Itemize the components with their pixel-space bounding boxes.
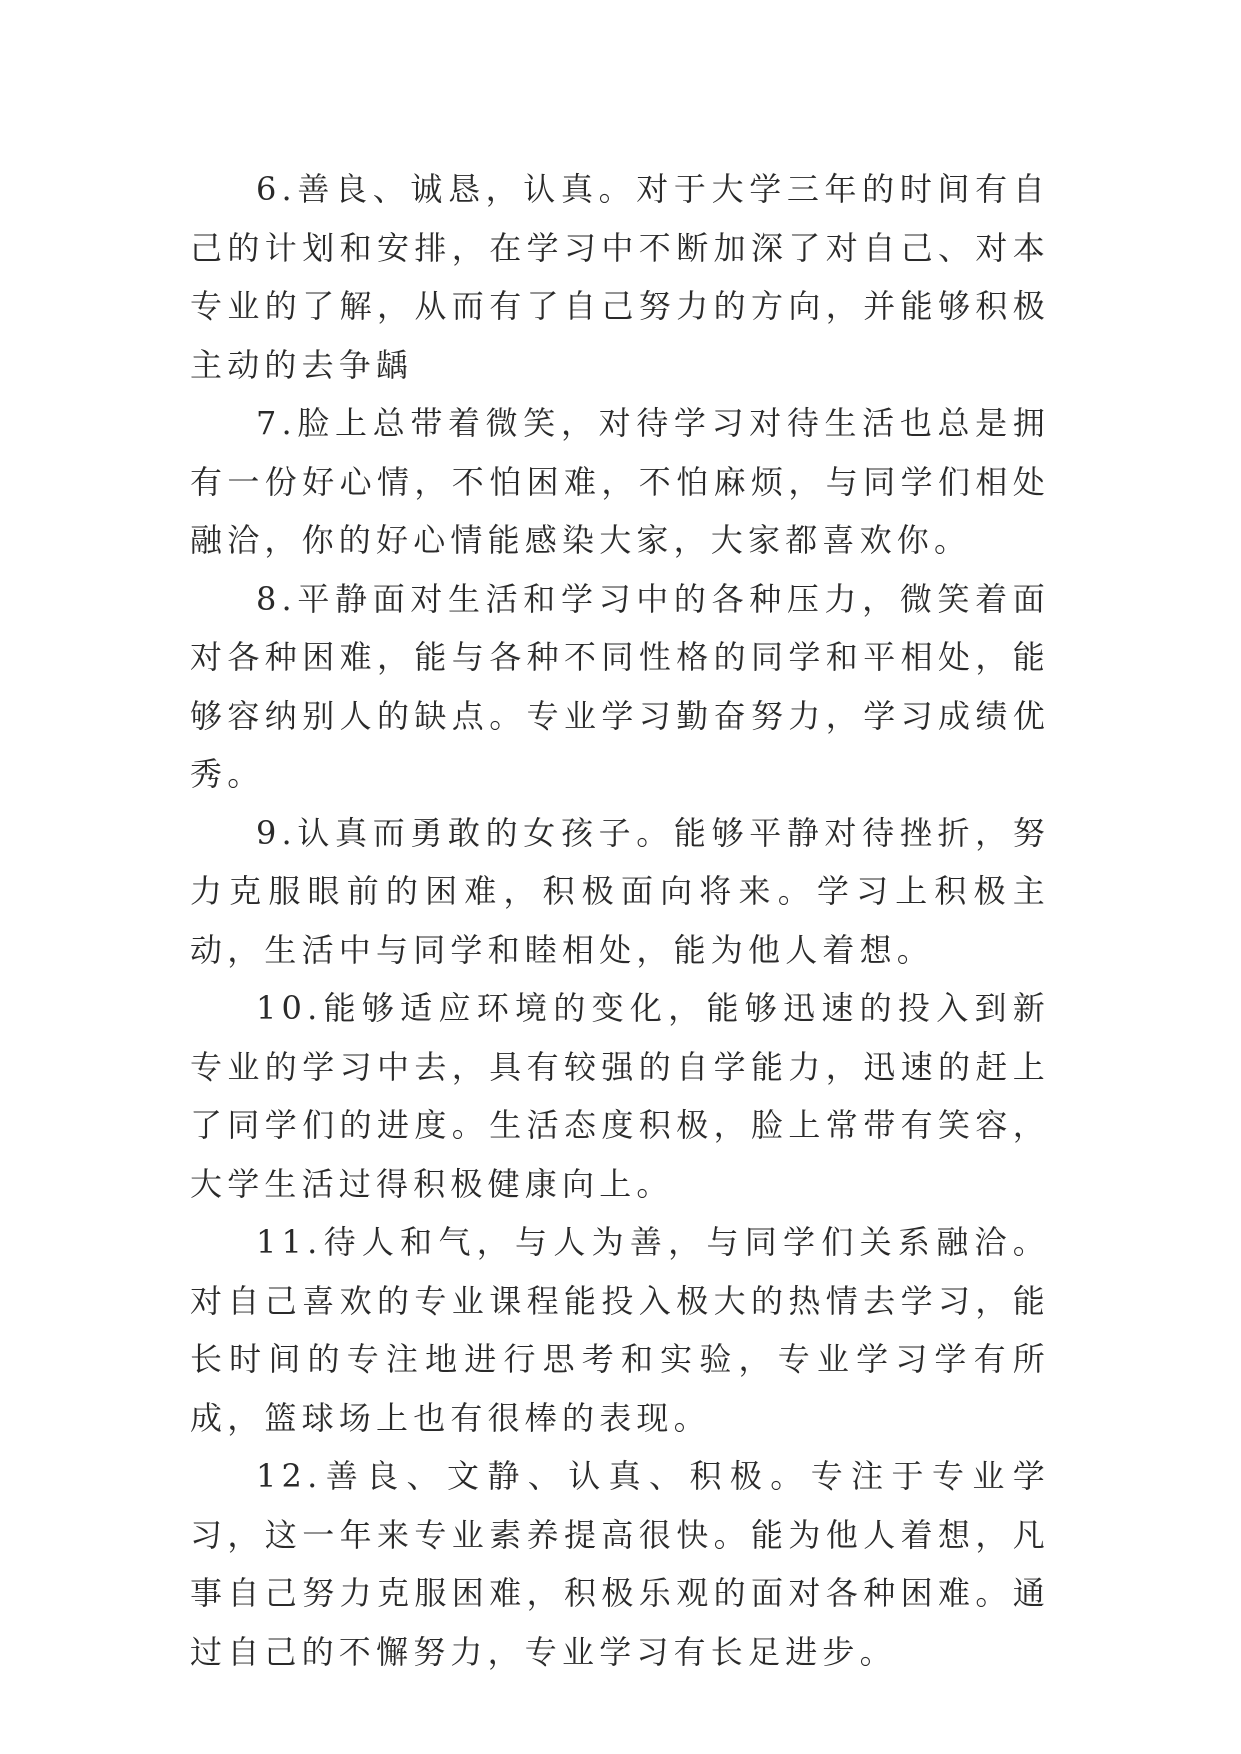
paragraph-9: 9.认真而勇敢的女孩子。能够平静对待挫折，努力克服眼前的困难，积极面向将来。学习上积极主动，生活中与同学和睦相处，能为他人着想。 xyxy=(190,813,1050,969)
paragraph-12: 12.善良、文静、认真、积极。专注于专业学习，这一年来专业素养提高很快。能为他人着想，凡事自己努力克服困难，积极乐观的面对各种困难。通过自己的不懈努力，专业学习有长足进步。 xyxy=(190,1457,1050,1671)
paragraph-11: 11.待人和气，与人为善，与同学们关系融洽。对自己喜欢的专业课程能投入极大的热情去学习，能长时间的专注地进行思考和实验，专业学习学有所成，篮球场上也有很棒的表现。 xyxy=(190,1223,1050,1437)
paragraph-7: 7.脸上总带着微笑，对待学习对待生活也总是拥有一份好心情，不怕困难，不怕麻烦，与同学们相处融洽，你的好心情能感染大家，大家都喜欢你。 xyxy=(190,404,1050,559)
paragraph-8: 8.平静面对生活和学习中的各种压力，微笑着面对各种困难，能与各种不同性格的同学和平相处，能够容纳别人的缺点。专业学习勤奋努力，学习成绩优秀。 xyxy=(190,579,1050,793)
paragraph-6: 6.善良、诚恳，认真。对于大学三年的时间有自己的计划和安排，在学习中不断加深了对自己、对本专业的了解，从而有了自己努力的方向，并能够积极主动的去争龋 xyxy=(190,170,1050,384)
paragraph-10: 10.能够适应环境的变化，能够迅速的投入到新专业的学习中去，具有较强的自学能力，迅速的赶上了同学们的进度。生活态度积极，脸上常带有笑容，大学生活过得积极健康向上。 xyxy=(190,989,1050,1203)
document-body xyxy=(190,160,1050,1681)
